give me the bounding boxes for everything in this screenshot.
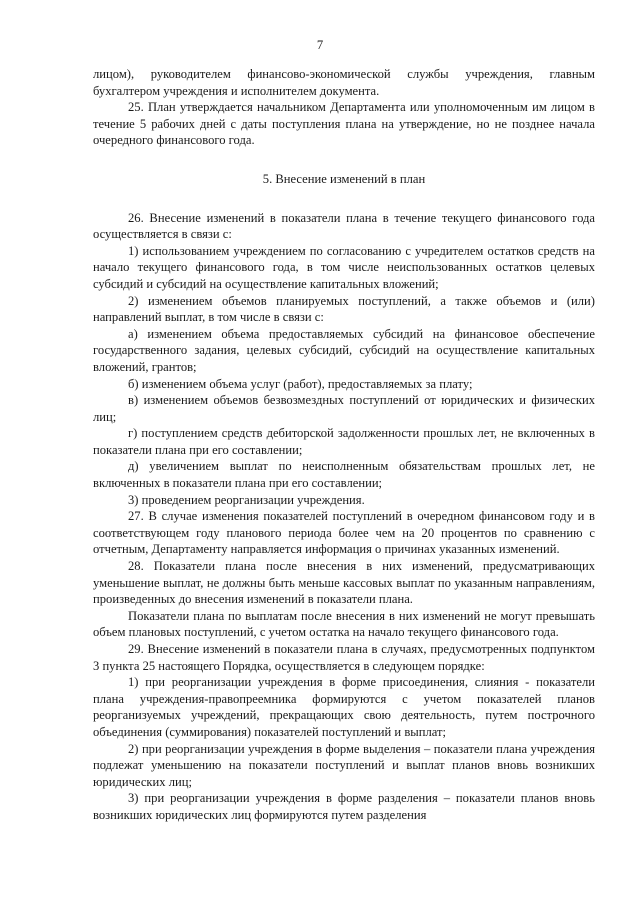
paragraph: 1) при реорганизации учреждения в форме присоединения, слияния - показатели плана учреждения-правопреемника формируются с учетом показателей планов реорганизуемых учреждений, прекращающих свою деятельность, путем построчного объединения (суммирования) показателей поступлений и выплат; xyxy=(93,675,595,739)
paragraph: в) изменением объемов безвозмездных поступлений от юридических и физических лиц; xyxy=(93,393,595,424)
section-heading: 5. Внесение изменений в план xyxy=(262,171,426,186)
paragraph: 27. В случае изменения показателей поступлений в очередном финансовом году и в соответствующем году планового периода более чем на 20 процентов по сравнению с отчетным, Департаменту направляется информация о причинах указанных изменений. xyxy=(93,509,595,557)
paragraph: 1) использованием учреждением по согласованию с учредителем остатков средств на начало текущего финансового года, в том числе неиспользованных остатков целевых субсидий и субсидий на осуществление капитальных вложений; xyxy=(93,243,595,291)
document-body xyxy=(93,66,595,824)
paragraph: 3) проведением реорганизации учреждения. xyxy=(128,492,365,507)
paragraph: 3) при реорганизации учреждения в форме разделения – показатели планов вновь возникших юридических лиц формируются путем разделения xyxy=(93,791,595,822)
paragraph: 26. Внесение изменений в показатели плана в течение текущего финансового года осуществляется в связи с: xyxy=(93,210,595,242)
paragraph: 2) изменением объемов планируемых поступлений, а также объемов и (или) направлений выплат, в том числе в связи с: xyxy=(93,293,595,325)
paragraph: лицом), руководителем финансово-экономической службы учреждения, главным бухгалтером учреждения и исполнителем документа. xyxy=(93,67,595,98)
paragraph: а) изменением объема предоставляемых субсидий на финансовое обеспечение государственного задания, целевых субсидий, субсидий на осуществление капитальных вложений, грантов; xyxy=(93,326,595,374)
paragraph: 2) при реорганизации учреждения в форме выделения – показатели плана учреждения подлежат уменьшению на показатели поступлений и выплат планов вновь возникших юридических лиц; xyxy=(93,741,595,789)
page-number: 7 xyxy=(316,38,324,52)
paragraph: г) поступлением средств дебиторской задолженности прошлых лет, не включенных в показатели плана при его составлении; xyxy=(93,426,595,457)
paragraph: 28. Показатели плана после внесения в них изменений, предусматривающих уменьшение выплат, не должны быть меньше кассовых выплат по указанным направлениям, произведенных до внесения изменений в показатели плана. xyxy=(93,559,595,607)
paragraph: Показатели плана по выплатам после внесения в них изменений не могут превышать объем плановых поступлений, с учетом остатка на начало текущего финансового года. xyxy=(93,608,595,640)
paragraph: 25. План утверждается начальником Департамента или уполномоченным им лицом в течение 5 рабочих дней с даты поступления плана на утверждение, но не позднее начала очередного финансового года. xyxy=(93,100,595,148)
paragraph: б) изменением объема услуг (работ), предоставляемых за плату; xyxy=(128,376,473,391)
paragraph: д) увеличением выплат по неисполненным обязательствам прошлых лет, не включенных в показатели плана при его составлении; xyxy=(93,459,595,491)
paragraph: 29. Внесение изменений в показатели плана в случаях, предусмотренных подпунктом 3 пункта 25 настоящего Порядка, осуществляется в следующем порядке: xyxy=(93,642,595,673)
